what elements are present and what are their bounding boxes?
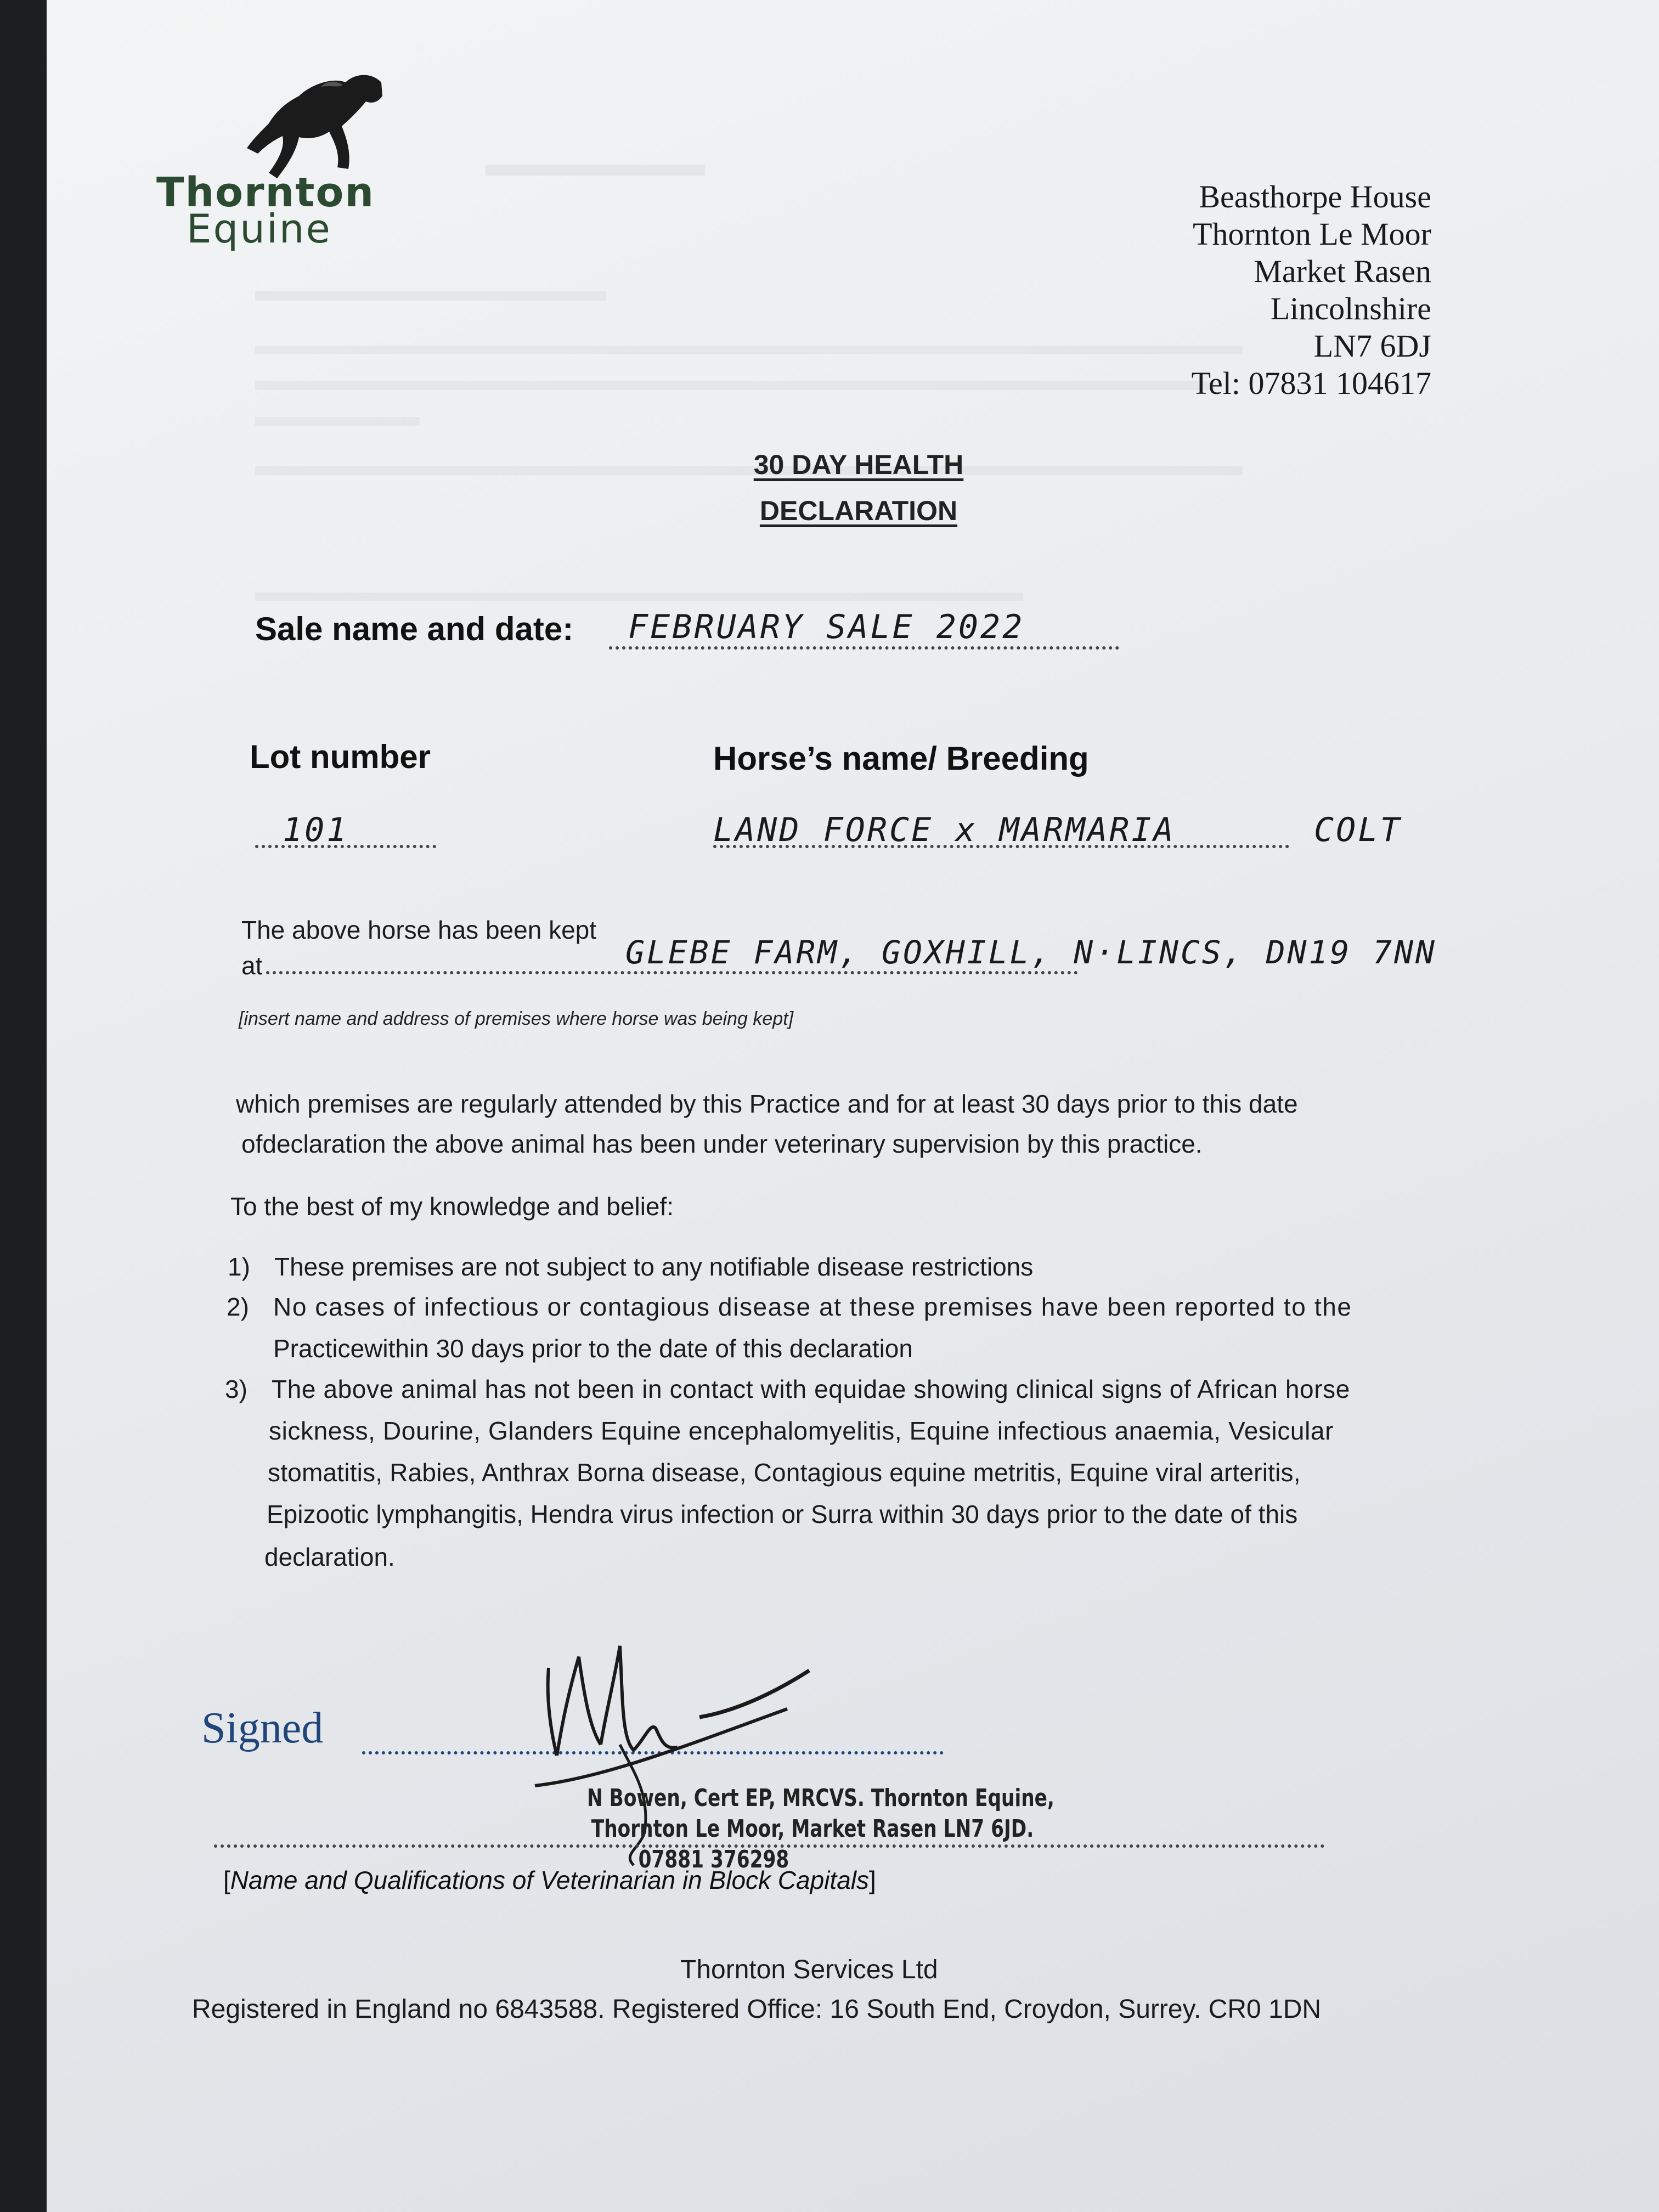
title-line1: 30 DAY HEALTH [753,449,964,480]
item-text: declaration. [264,1543,395,1571]
stamp-line: 07881 376298 [638,1846,789,1874]
address-line: Beasthorpe House [1199,179,1431,215]
practice-address [1192,178,1431,402]
stamp-line: N Bowen, Cert EP, MRCVS. Thornton Equine, [587,1784,1054,1812]
kept-hint: [insert name and address of premises where horse was being kept] [239,1008,794,1029]
item-text: sickness, Dourine, Glanders Equine encephalomyelitis, Equine infectious anaemia, Vesicular [269,1417,1334,1445]
sale-value: FEBRUARY SALE 2022 [628,608,1025,646]
item-text: No cases of infectious or contagious disease at these premises have been reported to the [273,1293,1352,1321]
item-text: stomatitis, Rabies, Anthrax Borna disease, Contagious equine metritis, Equine viral arteritis, [268,1458,1301,1487]
horse-name-label: Horse’s name/ Breeding [713,740,1089,777]
thornton-equine-logo [156,71,431,258]
premises-paragraph-line1: which premises are regularly attended by this Practice and for at least 30 days prior to this date [236,1090,1298,1118]
kept-premises-value: GLEBE FARM, GOXHILL, N·LINCS, DN19 7NN [625,934,1437,971]
address-line: Thornton Le Moor [1193,216,1431,252]
title-line2: DECLARATION [759,495,958,526]
hint-open-bracket: [ [223,1866,230,1894]
footer-company: Thornton Services Ltd [680,1955,938,1984]
address-phone: Tel: 07831 104617 [1191,365,1431,401]
lot-number-value: 101 [283,811,349,849]
sale-label: Sale name and date: [255,611,574,647]
address-line: Lincolnshire [1270,291,1431,326]
item-number: 1) [228,1252,250,1281]
item-text: These premises are not subject to any notifiable disease restrictions [274,1252,1034,1281]
document-title [650,442,1067,534]
logo-name-line1: Thornton [156,169,375,216]
lot-number-label: Lot number [250,738,431,775]
address-line: Market Rasen [1254,253,1431,289]
logo-name-line2: Equine [187,206,332,252]
declaration-page [47,0,1659,2212]
hint-close-bracket: ] [869,1866,876,1894]
address-line: LN7 6DJ [1313,328,1431,364]
horse-sex-value: COLT [1314,811,1402,849]
item-number: 2) [227,1293,249,1321]
vet-name-dotted-line [214,1816,1325,1848]
footer-registered: Registered in England no 6843588. Registered Office: 16 South End, Croydon, Surrey. CR0 1DN [192,1995,1322,2024]
hint-text: Name and Qualifications of Veterinarian in Block Capitals [230,1866,869,1894]
signed-label: Signed [201,1704,324,1752]
item-text: The above animal has not been in contact with equidae showing clinical signs of African horse [272,1375,1350,1403]
vet-name-hint [223,1865,876,1895]
kept-label-line1: The above horse has been kept [241,916,597,944]
belief-heading: To the best of my knowledge and belief: [230,1192,674,1221]
item-text: Epizootic lymphangitis, Hendra virus infection or Surra within 30 days prior to the date of this [267,1500,1298,1528]
item-text: Practicewithin 30 days prior to the date of this declaration [273,1334,913,1363]
horse-name-value: LAND FORCE x MARMARIA [713,811,1176,849]
premises-paragraph-line2: ofdeclaration the above animal has been under veterinary supervision by this practice. [241,1130,1203,1158]
stamp-line: Thornton Le Moor, Market Rasen LN7 6JD. [591,1815,1034,1843]
item-number: 3) [225,1375,247,1403]
kept-label-line2: at [241,951,263,980]
